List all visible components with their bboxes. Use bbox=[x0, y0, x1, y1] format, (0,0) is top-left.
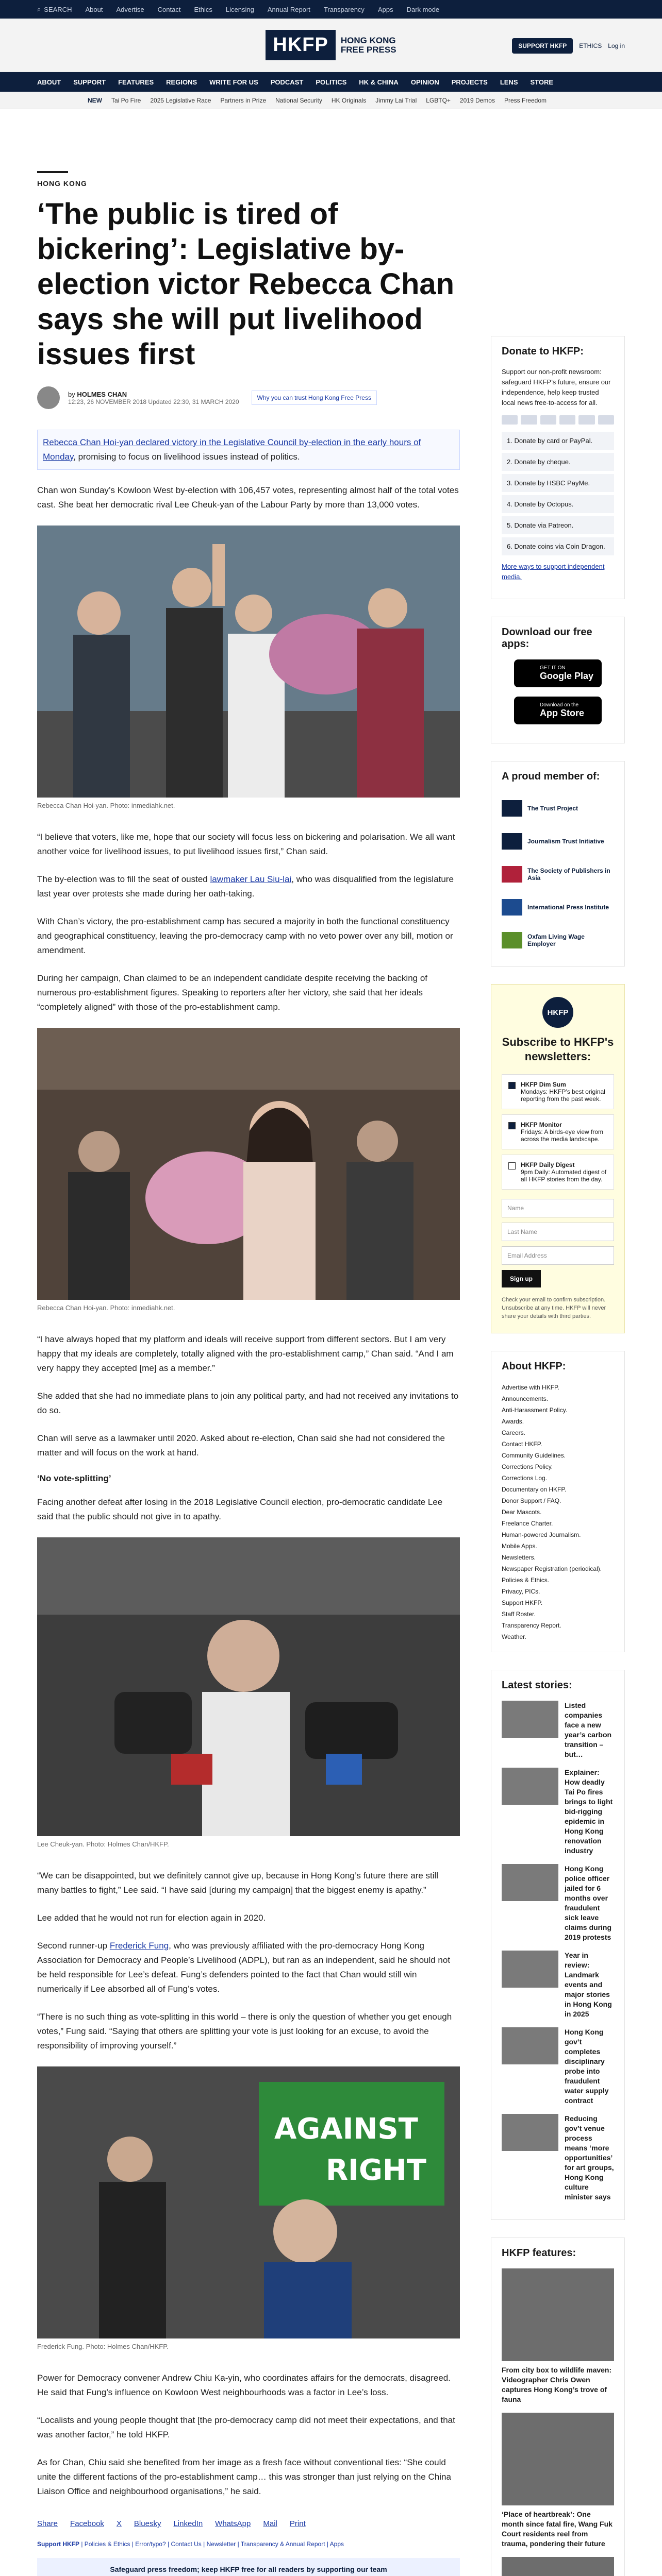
article-photo-3 bbox=[37, 1537, 460, 1836]
share-print[interactable]: Print bbox=[289, 2519, 306, 2528]
article-paragraph: Chan won Sunday’s Kowloon West by-election with 106,457 votes, representing almost half of the total votes cast. She beat her democratic rival Lee Cheuk-yan of the Labour Party by more than 13,000 votes. bbox=[37, 485, 459, 510]
visa-icon bbox=[521, 415, 537, 425]
about-link[interactable]: Corrections Log. bbox=[502, 1475, 548, 1482]
article-paragraph: “I believe that voters, like me, hope that our society will focus less on bickering and polarisation. We all want another voice for livelihood issues, to put livelihood issues first,” Chan said. bbox=[37, 832, 455, 856]
article-paragraph: Power for Democracy convener Andrew Chiu Ka-yin, who coordinates affairs for the democrats, disagreed. He said that Fung’s influence on Kowloon West neighbourhoods was a factor in Lee’s loss. bbox=[37, 2373, 451, 2397]
author-name-text: HOLMES CHAN bbox=[77, 390, 127, 398]
topbar-search[interactable]: ⌕ SEARCH bbox=[37, 5, 72, 13]
share-x[interactable]: X bbox=[116, 2519, 122, 2528]
donate-methods bbox=[502, 432, 614, 555]
trust-link[interactable]: Why you can trust Hong Kong Free Press bbox=[252, 391, 377, 405]
app-store-button[interactable] bbox=[514, 697, 602, 724]
nav-politics[interactable]: POLITICS bbox=[316, 78, 347, 86]
checkbox[interactable] bbox=[508, 1122, 516, 1129]
feature-thumbnail bbox=[502, 2413, 614, 2505]
topbar-annual-report[interactable]: Annual Report bbox=[267, 5, 310, 13]
about-link[interactable]: Support HKFP. bbox=[502, 1599, 543, 1606]
author-name[interactable]: by HOLMES CHAN bbox=[68, 390, 127, 398]
nav-support[interactable]: SUPPORT bbox=[73, 78, 106, 86]
paypal-icon bbox=[559, 415, 575, 425]
octopus-icon bbox=[598, 415, 614, 425]
share-label: Share bbox=[37, 2519, 58, 2528]
nav-hk-china[interactable]: HK & CHINA bbox=[359, 78, 399, 86]
payme-icon bbox=[578, 415, 594, 425]
story-title: Explainer: How deadly Tai Po fires brings to light bid-rigging epidemic in Hong Kong renovation industry bbox=[565, 1768, 613, 1855]
latest-story[interactable] bbox=[502, 1701, 614, 1759]
support-hkfp-button[interactable]: SUPPORT HKFP bbox=[512, 38, 573, 54]
apps-block bbox=[491, 617, 625, 743]
p12-text-b: , who was previously affiliated with the pro-democracy Hong Kong Association for Democracy and People’s Livelihood (ADPL), but ran as an independent, said he should not be held responsible for Lee’s defeat. Fung’s defenders pointed to the fact that Chan would still win numerically if Lee absorbed all of Fung’s votes. bbox=[37, 1941, 451, 1994]
nav-projects[interactable]: PROJECTS bbox=[451, 78, 488, 86]
about-link[interactable]: Advertise with HKFP. bbox=[502, 1384, 559, 1391]
site-header bbox=[0, 19, 662, 72]
photo-1-scene bbox=[37, 526, 460, 798]
article-paragraph bbox=[37, 1939, 460, 1996]
safeguard-banner[interactable]: Safeguard press freedom; keep HKFP free for all readers by supporting our team bbox=[37, 2558, 460, 2576]
topbar-advertise[interactable]: Advertise bbox=[116, 5, 144, 13]
support-link[interactable]: Error/typo? bbox=[135, 2540, 166, 2548]
topbar-contact[interactable]: Contact bbox=[157, 5, 181, 13]
topbar-about[interactable]: About bbox=[85, 5, 103, 13]
article bbox=[37, 109, 460, 2576]
article-paragraph: As for Chan, Chiu said she benefited from her image as a fresh face without conventional ties: “She could unite the different factions of the pro-establishment camp… this was stronger than just relying on the China Liaison Office and neighbourhood organisations,” he said. bbox=[37, 2458, 451, 2496]
newsletter-option[interactable] bbox=[502, 1155, 614, 1190]
login-link[interactable]: Log in bbox=[608, 42, 625, 49]
newsletter-note: Check your email to confirm subscription. Unsubscribe at any time. HKFP will never share your details with third parties. bbox=[502, 1297, 606, 1319]
story-thumbnail bbox=[502, 2114, 558, 2151]
share-bluesky[interactable]: Bluesky bbox=[134, 2519, 161, 2528]
share-whatsapp[interactable]: WhatsApp bbox=[215, 2519, 251, 2528]
lead-paragraph bbox=[37, 430, 460, 470]
about-link[interactable]: Documentary on HKFP. bbox=[502, 1486, 567, 1493]
nav-opinion[interactable]: OPINION bbox=[410, 78, 439, 86]
main-nav bbox=[0, 72, 662, 92]
p3-text-b: , who was disqualified from the legislature last year over protests she made during her oath-taking. bbox=[37, 874, 454, 899]
site-logo[interactable] bbox=[266, 30, 396, 60]
ethics-link[interactable]: ETHICS bbox=[579, 42, 602, 49]
article-paragraph: Facing another defeat after losing in the 2018 Legislative Council election, pro-democratic candidate Lee said that the public should not give in to apathy. bbox=[37, 1497, 443, 1521]
p3-text-a: The by-election was to fill the seat of ousted bbox=[37, 874, 210, 884]
article-paragraph: “Localists and young people thought that [the pro-democracy camp did not meet their expectations, and that was another factor,” he told HKFP. bbox=[37, 2415, 455, 2439]
logo-text-line2: FREE PRESS bbox=[340, 44, 396, 55]
latest-title: Latest stories: bbox=[502, 1680, 572, 1691]
story-thumbnail bbox=[502, 2027, 558, 2064]
newsletter-title: Subscribe to HKFP's newsletters: bbox=[502, 1036, 614, 1063]
about-link[interactable]: Contact HKFP. bbox=[502, 1440, 542, 1448]
article-paragraph: Chan will serve as a lawmaker until 2020. Asked about re-election, Chan said she had not considered the matter and will focus on the work at hand. bbox=[37, 1433, 445, 1458]
article-photo-2 bbox=[37, 1028, 460, 1300]
nav-lens[interactable]: LENS bbox=[500, 78, 518, 86]
nav-write-for-us[interactable]: WRITE FOR US bbox=[209, 78, 258, 86]
newsletter-block bbox=[491, 984, 625, 1333]
p12-text-a: Second runner-up bbox=[37, 1941, 110, 1951]
trending-item[interactable]: Partners in Prize bbox=[220, 96, 267, 104]
feature-thumbnail bbox=[502, 2557, 614, 2576]
sidebar-spacer bbox=[491, 109, 625, 336]
article-paragraph: During her campaign, Chan claimed to be an independent candidate despite receiving the backing of numerous pro-establishment figures. Speaking to reporters after her victory, she said that her ideals “completely aligned” with those of the pro-establishment camp. bbox=[37, 973, 427, 1012]
support-link[interactable]: Policies & Ethics bbox=[84, 2540, 130, 2548]
support-link[interactable]: Apps bbox=[329, 2540, 344, 2548]
photo-sign-text: RIGHT bbox=[326, 2154, 426, 2187]
latest-story[interactable] bbox=[502, 2027, 614, 2106]
newsletter-option[interactable] bbox=[502, 1114, 614, 1149]
donate-method[interactable]: 3. Donate by HSBC PayMe. bbox=[502, 474, 614, 492]
member-item[interactable] bbox=[502, 825, 614, 858]
about-link[interactable]: Anti-Harassment Policy. bbox=[502, 1406, 568, 1414]
members-title: A proud member of: bbox=[502, 771, 600, 782]
about-link[interactable]: Community Guidelines. bbox=[502, 1452, 566, 1459]
share-linkedin[interactable]: LinkedIn bbox=[173, 2519, 203, 2528]
byline-text bbox=[68, 391, 239, 405]
article-paragraph: Lee added that he would not run for election again in 2020. bbox=[37, 1913, 266, 1923]
nav-regions[interactable]: REGIONS bbox=[166, 78, 197, 86]
about-link[interactable]: Dear Mascots. bbox=[502, 1509, 542, 1516]
story-thumbnail bbox=[502, 1701, 558, 1738]
logo-text bbox=[341, 36, 396, 55]
donate-title: Donate to HKFP: bbox=[502, 346, 584, 357]
trending-item[interactable]: 2025 Legislative Race bbox=[150, 96, 211, 104]
store-small-label: Download on the bbox=[540, 702, 579, 708]
feature-story[interactable] bbox=[502, 2557, 614, 2576]
topbar-dark-mode[interactable]: Dark mode bbox=[406, 5, 440, 13]
about-links bbox=[502, 1382, 614, 1642]
member-logo-icon bbox=[502, 899, 522, 916]
feature-title: From city box to wildlife maven: Videographer Chris Owen captures Hong Kong’s trove of fauna bbox=[502, 2366, 612, 2403]
member-logo-icon bbox=[502, 833, 522, 850]
features-block bbox=[491, 2238, 625, 2576]
publish-date: 12:23, 26 NOVEMBER 2018 Updated 22:30, 31 MARCH 2020 bbox=[68, 398, 239, 405]
byline bbox=[37, 386, 460, 409]
frederick-fung-link[interactable]: Frederick Fung bbox=[109, 1941, 169, 1951]
page-layout bbox=[0, 109, 662, 2576]
latest-story[interactable] bbox=[502, 1864, 614, 1942]
newsletter-desc: 9pm Daily: Automated digest of all HKFP stories from the day. bbox=[521, 1168, 607, 1183]
article-photo-4 bbox=[37, 2066, 460, 2338]
feature-story[interactable] bbox=[502, 2268, 614, 2404]
members-block bbox=[491, 761, 625, 967]
nav-podcast[interactable]: PODCAST bbox=[270, 78, 304, 86]
donate-text: Support our non-profit newsroom: safeguard HKFP’s future, ensure our independence, help keep trusted local news free-to-access for all. bbox=[502, 368, 611, 406]
story-title: Hong Kong police officer jailed for 6 months over fraudulent sick leave claims during 2019 protests bbox=[565, 1865, 612, 1941]
section-subhead: ‘No vote-splitting’ bbox=[37, 1473, 111, 1483]
feature-thumbnail bbox=[502, 2268, 614, 2361]
topbar-apps[interactable]: Apps bbox=[377, 5, 393, 13]
checkbox[interactable] bbox=[508, 1162, 516, 1170]
photo-2-scene bbox=[37, 1028, 460, 1300]
photo-4-scene bbox=[37, 2066, 460, 2338]
about-link[interactable]: Policies & Ethics. bbox=[502, 1577, 550, 1584]
about-link[interactable]: Newsletters. bbox=[502, 1554, 536, 1561]
about-link[interactable]: Freelance Charter. bbox=[502, 1520, 553, 1527]
member-item[interactable] bbox=[502, 924, 614, 957]
member-logo-icon bbox=[502, 866, 522, 883]
store-big-label: Google Play bbox=[540, 671, 594, 681]
trending-item[interactable]: Tai Po Fire bbox=[111, 96, 141, 104]
about-link[interactable]: Staff Roster. bbox=[502, 1611, 536, 1618]
feature-title: ‘Place of heartbreak’: One month since fatal fire, Wang Fuk Court residents reel from trauma, pondering their future bbox=[502, 2510, 613, 2548]
story-title: Reducing gov’t venue process means ‘more opportunities’ for art groups, Hong Kong culture minister says bbox=[565, 2114, 614, 2201]
about-title: About HKFP: bbox=[502, 1361, 566, 1372]
share-row bbox=[37, 2519, 460, 2528]
story-title: Hong Kong gov’t completes disciplinary probe into fraudulent water supply contract bbox=[565, 2028, 609, 2105]
story-title: Listed companies face a new year’s carbon transition – but… bbox=[565, 1701, 612, 1758]
share-mail[interactable]: Mail bbox=[263, 2519, 277, 2528]
store-big-label: App Store bbox=[540, 708, 585, 718]
newsletter-option-body bbox=[521, 1161, 607, 1183]
sign-up-button[interactable]: Sign up bbox=[502, 1270, 541, 1287]
about-link[interactable]: Human-powered Journalism. bbox=[502, 1531, 581, 1538]
feature-story[interactable] bbox=[502, 2413, 614, 2549]
about-link[interactable]: Mobile Apps. bbox=[502, 1543, 537, 1550]
trending-item[interactable]: HK Originals bbox=[331, 96, 367, 104]
latest-block bbox=[491, 1670, 625, 2220]
donate-method[interactable]: 6. Donate coins via Coin Dragon. bbox=[502, 537, 614, 555]
member-logo-icon bbox=[502, 800, 522, 817]
trending-bar bbox=[0, 92, 662, 109]
article-paragraph: “I have always hoped that my platform and ideals will receive support from different sectors. But I am very happy that my ideals are completely, totally aligned with the pro-establishment camp,” Chan said. “And I am very happy they accepted [me] as a member.” bbox=[37, 1334, 454, 1373]
topbar-ethics[interactable]: Ethics bbox=[194, 5, 212, 13]
topbar-search-label: SEARCH bbox=[44, 5, 72, 13]
author-avatar bbox=[37, 386, 60, 409]
story-thumbnail bbox=[502, 1951, 558, 1988]
donate-method[interactable]: 1. Donate by card or PayPal. bbox=[502, 432, 614, 450]
email-field[interactable]: Email Address bbox=[502, 1246, 614, 1265]
amex-icon bbox=[540, 415, 556, 425]
about-link[interactable]: Privacy, PICs. bbox=[502, 1588, 540, 1595]
photo-caption: Lee Cheuk-yan. Photo: Holmes Chan/HKFP. bbox=[37, 1840, 169, 1848]
newsletter-option[interactable] bbox=[502, 1074, 614, 1109]
photo-caption: Frederick Fung. Photo: Holmes Chan/HKFP. bbox=[37, 2343, 169, 2350]
article-kicker[interactable]: HONG KONG bbox=[37, 179, 87, 188]
trending-item[interactable]: 2019 Demos bbox=[459, 96, 495, 104]
member-name: The Trust Project bbox=[527, 805, 578, 812]
about-link[interactable]: Awards. bbox=[502, 1418, 524, 1425]
features-title: HKFP features: bbox=[502, 2247, 576, 2259]
article-paragraph: With Chan’s victory, the pro-establishment camp has secured a majority in both the functional constituency and geographical constituency, leaving the pro-democracy camp with no veto power over any bill, motion or amendment. bbox=[37, 917, 453, 955]
about-link[interactable]: Weather. bbox=[502, 1633, 526, 1640]
kicker-rule bbox=[37, 171, 68, 173]
lau-siu-lai-link[interactable]: lawmaker Lau Siu-lai bbox=[210, 874, 292, 884]
story-thumbnail bbox=[502, 1864, 558, 1901]
about-link[interactable]: Donor Support / FAQ. bbox=[502, 1497, 561, 1504]
latest-story[interactable] bbox=[502, 1951, 614, 2019]
photo-3-scene bbox=[37, 1537, 460, 1836]
support-link[interactable]: Support HKFP bbox=[37, 2540, 79, 2548]
photo-caption: Rebecca Chan Hoi-yan. Photo: inmediahk.net. bbox=[37, 1304, 175, 1312]
story-thumbnail bbox=[502, 1768, 558, 1805]
trending-item[interactable]: Jimmy Lai Trial bbox=[375, 96, 417, 104]
article-paragraph bbox=[37, 872, 460, 901]
article-title: ‘The public is tired of bickering’: Legislative by-election victor Rebecca Chan says she will put livelihood issues first bbox=[37, 197, 455, 371]
newsletter-name: HKFP Daily Digest bbox=[521, 1161, 575, 1168]
support-links: Support HKFP | Policies & Ethics | Error/typo? | Contact Us | Newsletter | Transparency & Annual Report | Apps bbox=[37, 2540, 344, 2548]
newsletter-name: HKFP Monitor bbox=[521, 1121, 562, 1128]
member-name: Journalism Trust Initiative bbox=[527, 838, 604, 845]
about-link[interactable]: Corrections Policy. bbox=[502, 1463, 553, 1470]
store-small-label: GET IT ON bbox=[540, 665, 566, 671]
latest-story[interactable] bbox=[502, 2114, 614, 2202]
about-block bbox=[491, 1351, 625, 1652]
trending-item[interactable]: Press Freedom bbox=[504, 96, 547, 104]
support-link[interactable]: Newsletter bbox=[206, 2540, 236, 2548]
header-actions bbox=[512, 38, 625, 54]
member-item[interactable] bbox=[502, 891, 614, 924]
payment-icons bbox=[502, 415, 614, 425]
member-name: The Society of Publishers in Asia bbox=[527, 867, 610, 882]
photo-sign-text: AGAINST bbox=[274, 2112, 418, 2146]
member-list bbox=[502, 792, 614, 957]
checkbox[interactable] bbox=[508, 1082, 516, 1089]
trending-item[interactable]: LGBTQ+ bbox=[426, 96, 451, 104]
newsletter-logo: HKFP bbox=[542, 997, 573, 1028]
support-link[interactable]: Contact Us bbox=[171, 2540, 202, 2548]
nav-about[interactable]: ABOUT bbox=[37, 78, 61, 86]
donate-method[interactable]: 4. Donate by Octopus. bbox=[502, 495, 614, 513]
member-logo-icon bbox=[502, 932, 522, 948]
topbar-transparency[interactable]: Transparency bbox=[323, 5, 365, 13]
member-item[interactable] bbox=[502, 858, 614, 891]
article-paragraph: “There is no such thing as vote-splitting in this world – there is only the question of whether you get enough votes,” Fung said. “Saying that others are splitting your vote is just looking for an excuse, to avoid the responsibility of improving yourself.” bbox=[37, 2012, 452, 2050]
trending-label: NEW bbox=[88, 96, 102, 104]
newsletter-desc: Fridays: A birds-eye view from across the media landscape. bbox=[521, 1128, 604, 1143]
more-ways-link[interactable]: More ways to support independent media. bbox=[502, 563, 605, 581]
photo-caption: Rebecca Chan Hoi-yan. Photo: inmediahk.net. bbox=[37, 802, 175, 809]
donate-method[interactable]: 5. Donate via Patreon. bbox=[502, 516, 614, 534]
article-paragraph: “We can be disappointed, but we definitely cannot give up, because in Hong Kong’s future there are still many battles to fight,” Lee said. “I have said [during my campaign] that the biggest enemy is apathy.” bbox=[37, 1871, 439, 1895]
about-link[interactable]: Newspaper Registration (periodical). bbox=[502, 1565, 602, 1572]
donate-method[interactable]: 2. Donate by cheque. bbox=[502, 453, 614, 471]
trending-item[interactable]: National Security bbox=[275, 96, 322, 104]
utility-bar bbox=[0, 0, 662, 19]
sidebar bbox=[491, 109, 625, 2576]
donate-block bbox=[491, 336, 625, 599]
topbar-licensing[interactable]: Licensing bbox=[225, 5, 254, 13]
member-name: Oxfam Living Wage Employer bbox=[527, 933, 585, 947]
first-name-field[interactable]: Name bbox=[502, 1199, 614, 1217]
newsletter-option-body bbox=[521, 1121, 607, 1143]
last-name-field[interactable]: Last Name bbox=[502, 1223, 614, 1241]
about-link[interactable]: Careers. bbox=[502, 1429, 526, 1436]
lead-link[interactable]: Rebecca Chan Hoi-yan declared victory in the Legislative Council by-election in the early hours of Monday bbox=[43, 437, 421, 462]
article-paragraph: She added that she had no immediate plans to join any political party, and had not received any invitations to do so. bbox=[37, 1391, 459, 1415]
mastercard-icon bbox=[502, 415, 518, 425]
nav-store[interactable]: STORE bbox=[530, 78, 554, 86]
newsletter-option-body bbox=[521, 1081, 607, 1103]
article-photo-1 bbox=[37, 526, 460, 798]
about-link[interactable]: Transparency Report. bbox=[502, 1622, 561, 1629]
google-play-button[interactable] bbox=[514, 659, 602, 687]
apps-title: Download our free apps: bbox=[502, 626, 592, 650]
latest-story[interactable] bbox=[502, 1768, 614, 1856]
lead-rest: , promising to focus on livelihood issues instead of politics. bbox=[73, 452, 300, 462]
logo-text-line1: HONG KONG bbox=[340, 35, 396, 45]
nav-features[interactable]: FEATURES bbox=[118, 78, 154, 86]
story-title: Year in review: Landmark events and major stories in Hong Kong in 2025 bbox=[565, 1951, 612, 2018]
share-facebook[interactable]: Facebook bbox=[70, 2519, 104, 2528]
about-link[interactable]: Announcements. bbox=[502, 1395, 549, 1402]
logo-box: HKFP bbox=[266, 30, 335, 60]
member-name: International Press Institute bbox=[527, 904, 609, 911]
support-link[interactable]: Transparency & Annual Report bbox=[240, 2540, 325, 2548]
newsletter-desc: Mondays: HKFP’s best original reporting from the past week. bbox=[521, 1088, 605, 1103]
member-item[interactable] bbox=[502, 792, 614, 825]
newsletter-name: HKFP Dim Sum bbox=[521, 1081, 566, 1088]
